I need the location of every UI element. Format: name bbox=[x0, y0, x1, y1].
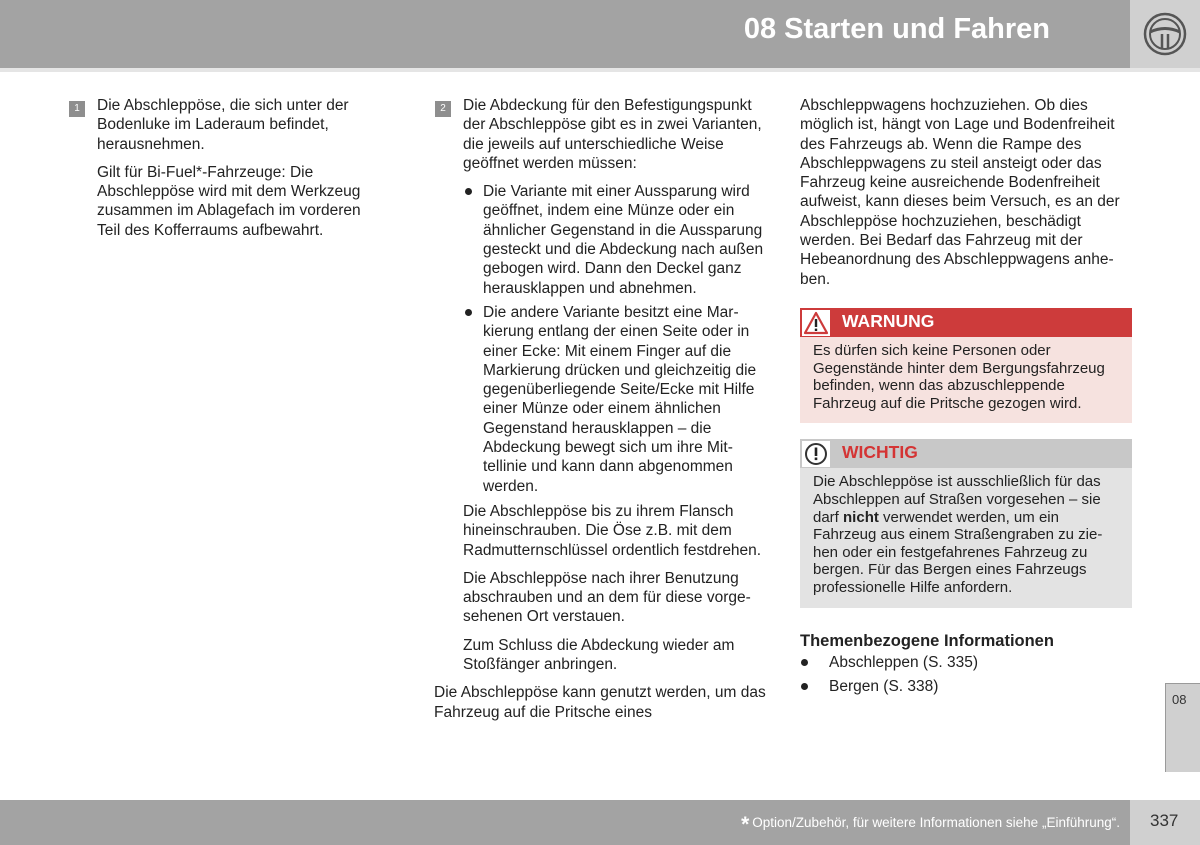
steering-wheel-icon bbox=[1142, 11, 1188, 57]
chapter-tab-label: 08 bbox=[1172, 692, 1187, 707]
bullet-icon bbox=[801, 659, 808, 666]
page-footer bbox=[0, 800, 1130, 845]
important-box bbox=[800, 439, 1132, 607]
related-link-recovery[interactable]: Bergen (S. 338) bbox=[829, 678, 939, 696]
list-item bbox=[463, 182, 770, 298]
column-right bbox=[800, 96, 1132, 701]
warning-triangle-icon bbox=[802, 310, 830, 336]
important-text-start: Die Abschleppöse ist ausschließlich für das Abschleppen auf Straßen vorgesehen – sie darf bbox=[813, 473, 1101, 526]
important-label: WICHTIG bbox=[842, 442, 918, 463]
page-number: 337 bbox=[1150, 811, 1179, 830]
footer-note-text: Option/Zubehör, für weitere Informationen siehe „Einführung“. bbox=[752, 815, 1120, 830]
important-text bbox=[800, 468, 1132, 607]
column-middle bbox=[434, 96, 770, 731]
step-2 bbox=[434, 96, 770, 674]
list-item bbox=[800, 677, 1132, 696]
continuation-text: Abschleppwagens hochzuziehen. Ob dies möglich ist, hängt von Lage und Bodenfreiheit des Fahrzeugs ab. Wenn die Rampe des Abschleppwagens zu steil ansteigt oder das Fahrzeug keine ausreichende Bodenfreiheit aufweist, kann dieses beim Versuch, es an der Abschleppöse hochzuziehen, beschädigt werden. Bei Bedarf das Fahrzeug mit der Hebeanordnung des Abschleppwagens anheben. bbox=[800, 97, 1120, 288]
list-item bbox=[800, 653, 1132, 672]
column-left bbox=[68, 96, 380, 249]
step-1-bifuel-note: Gilt für Bi-Fuel*-Fahrzeuge: Die Abschleppöse wird mit dem Werkzeug zusammen im Ablagefach im vorderen Teil des Kofferraums aufbewahrt. bbox=[97, 163, 361, 239]
chapter-icon-box bbox=[1130, 0, 1200, 68]
important-header bbox=[800, 439, 1132, 468]
related-info-title: Themenbezogene Informationen bbox=[800, 631, 1054, 650]
screw-in-text: Die Abschleppöse bis zu ihrem Flansch hineinschrauben. Die Öse z.B. mit dem Radmutternschlüssel ordentlich festdrehen. bbox=[463, 502, 762, 559]
usage-text: Die Abschleppöse kann genutzt werden, um das Fahrzeug auf die Pritsche eines bbox=[434, 684, 766, 721]
footer-note bbox=[741, 813, 1120, 837]
variant-marking-text: Die andere Variante besitzt eine Markierung entlang der einen Seite oder in einer Ecke: Mit einem Finger auf die Markierung drücken und gleichzeitig die gegenüberliegende Seite/Ecke mit Hilfe einer Münze oder einem ähnlichen Gegenstand herausklappen – die Abdeckung bewegt sich um ihre Mittellinie und kann dann abgenommen werden. bbox=[483, 303, 757, 495]
chapter-side-tab bbox=[1165, 683, 1200, 772]
cover-variants-list bbox=[463, 182, 770, 496]
related-link-towing[interactable]: Abschleppen (S. 335) bbox=[829, 653, 979, 671]
step-number-2: 2 bbox=[435, 101, 451, 117]
warning-header bbox=[800, 308, 1132, 337]
variant-recess-text: Die Variante mit einer Aussparung wird geöffnet, indem eine Münze oder ein ähnlicher Gegenstand in die Aussparung gesteckt und die Abdeckung nach außen gebogen wird. Dann den Deckel ganz herausklappen und abnehmen. bbox=[483, 183, 764, 297]
warning-box bbox=[800, 308, 1132, 423]
header-divider bbox=[0, 68, 1200, 72]
list-item bbox=[463, 303, 770, 496]
asterisk-icon: * bbox=[741, 813, 750, 836]
warning-text: Es dürfen sich keine Personen oder Gegenstände hinter dem Bergungsfahrzeug befinden, wenn das abzuschleppende Fahrzeug auf die Pritsche gezogen wird. bbox=[813, 341, 1105, 412]
bullet-icon bbox=[801, 683, 808, 690]
bullet-icon bbox=[465, 309, 472, 316]
exclamation-circle-icon bbox=[802, 441, 830, 467]
important-text-end: verwendet werden, um ein Fahrzeug aus einem Straßengraben zu ziehen oder ein festgefahrenes Fahrzeug zu bergen. Für das Bergen eines Fahrzeugs professionelle Hilfe anfordern. bbox=[813, 508, 1103, 596]
chapter-title: 08 Starten und Fahren bbox=[743, 13, 1050, 45]
related-info-list bbox=[800, 653, 1132, 697]
reattach-cover-text: Zum Schluss die Abdeckung wieder am Stoßfänger anbringen. bbox=[463, 636, 735, 674]
important-text-emphasis: nicht bbox=[843, 508, 879, 526]
step-2-text: Die Abdeckung für den Befestigungspunkt der Abschleppöse gibt es in zwei Varianten, die jeweils auf unterschiedliche Weise geöffnet werden müssen: bbox=[463, 97, 762, 172]
warning-label: WARNUNG bbox=[842, 310, 935, 331]
step-number-1: 1 bbox=[69, 101, 85, 117]
step-1 bbox=[68, 96, 380, 240]
step-1-text: Die Abschleppöse, die sich unter der Bodenluke im Laderaum befindet, herausnehmen. bbox=[97, 97, 349, 153]
page-number-box bbox=[1130, 800, 1200, 845]
unscrew-text: Die Abschleppöse nach ihrer Benutzung abschrauben und an dem für diese vorgesehenen Ort verstauen. bbox=[463, 569, 751, 626]
chapter-header bbox=[0, 0, 1130, 68]
bullet-icon bbox=[465, 188, 472, 195]
